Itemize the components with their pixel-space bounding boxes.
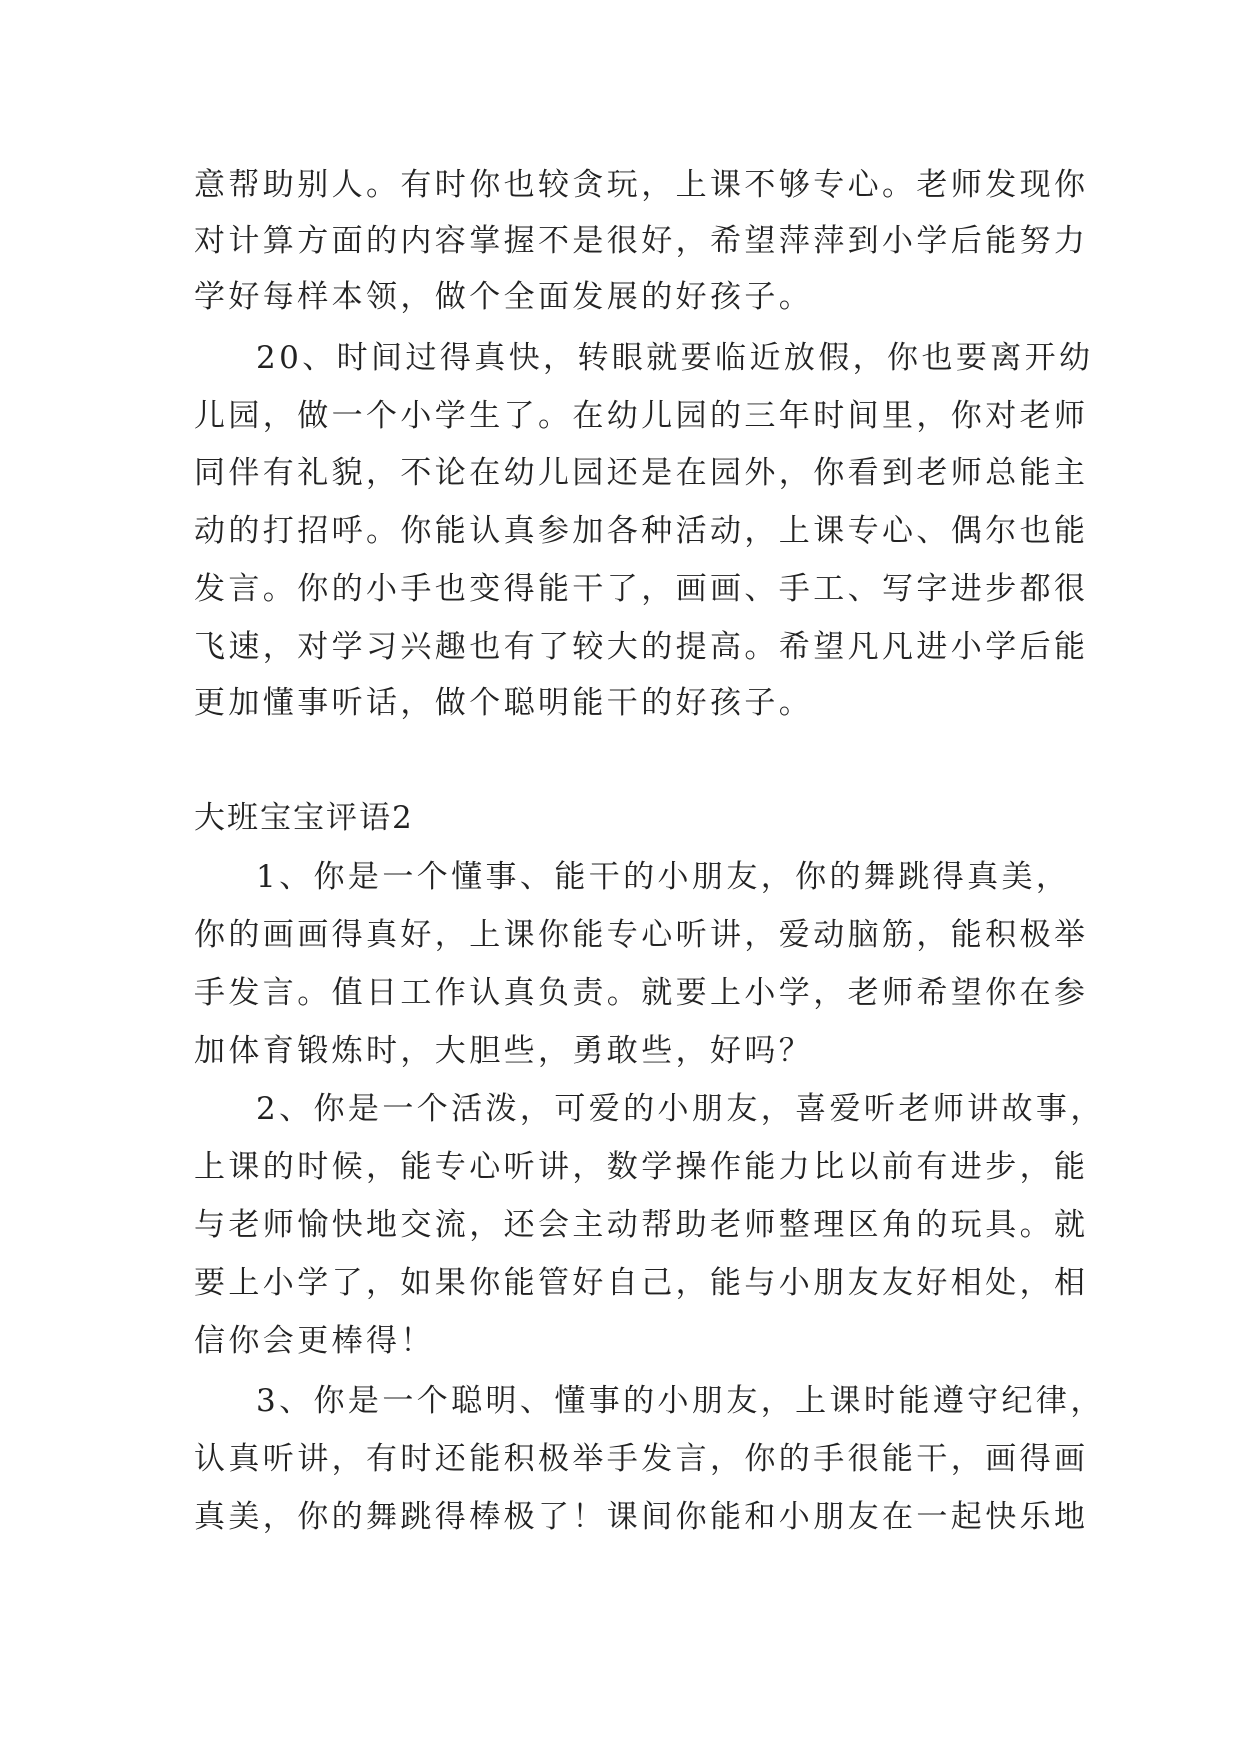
- text-line: 更加懂事听话，做个聪明能干的好孩子。: [194, 685, 814, 721]
- text-line: 上课的时候，能专心听讲，数学操作能力比以前有进步，能: [194, 1149, 1089, 1185]
- text-line: 要上小学了，如果你能管好自己，能与小朋友友好相处，相: [194, 1265, 1089, 1301]
- text-line: 同伴有礼貌，不论在幼儿园还是在园外，你看到老师总能主: [194, 455, 1089, 491]
- text-line: 手发言。值日工作认真负责。就要上小学，老师希望你在参: [194, 975, 1089, 1011]
- text-line: 1、你是一个懂事、能干的小朋友，你的舞跳得真美，: [256, 859, 1071, 895]
- text-line: 学好每样本领，做个全面发展的好孩子。: [194, 279, 814, 315]
- text-line: 真美，你的舞跳得棒极了！课间你能和小朋友在一起快乐地: [194, 1499, 1089, 1535]
- text-line: 飞速，对学习兴趣也有了较大的提高。希望凡凡进小学后能: [194, 629, 1089, 665]
- text-line: 意帮助别人。有时你也较贪玩，上课不够专心。老师发现你: [194, 167, 1089, 203]
- text-line: 20、时间过得真快，转眼就要临近放假，你也要离开幼: [256, 340, 1094, 376]
- text-line: 认真听讲，有时还能积极举手发言，你的手很能干，画得画: [194, 1441, 1089, 1477]
- text-line: 信你会更棒得！: [194, 1323, 435, 1359]
- text-line: 你的画画得真好，上课你能专心听讲，爱动脑筋，能积极举: [194, 917, 1089, 953]
- text-line: 发言。你的小手也变得能干了，画画、手工、写字进步都很: [194, 571, 1089, 607]
- text-line: 2、你是一个活泼，可爱的小朋友，喜爱听老师讲故事，: [256, 1091, 1105, 1127]
- text-line: 动的打招呼。你能认真参加各种活动，上课专心、偶尔也能: [194, 513, 1089, 549]
- text-line: 加体育锻炼时，大胆些，勇敢些，好吗？: [194, 1033, 814, 1069]
- section-heading: 大班宝宝评语2: [194, 800, 414, 836]
- text-line: 对计算方面的内容掌握不是很好，希望萍萍到小学后能努力: [194, 223, 1089, 259]
- text-line: 与老师愉快地交流，还会主动帮助老师整理区角的玩具。就: [194, 1207, 1089, 1243]
- text-line: 儿园，做一个小学生了。在幼儿园的三年时间里，你对老师: [194, 398, 1089, 434]
- text-line: 3、你是一个聪明、懂事的小朋友，上课时能遵守纪律，: [256, 1383, 1105, 1419]
